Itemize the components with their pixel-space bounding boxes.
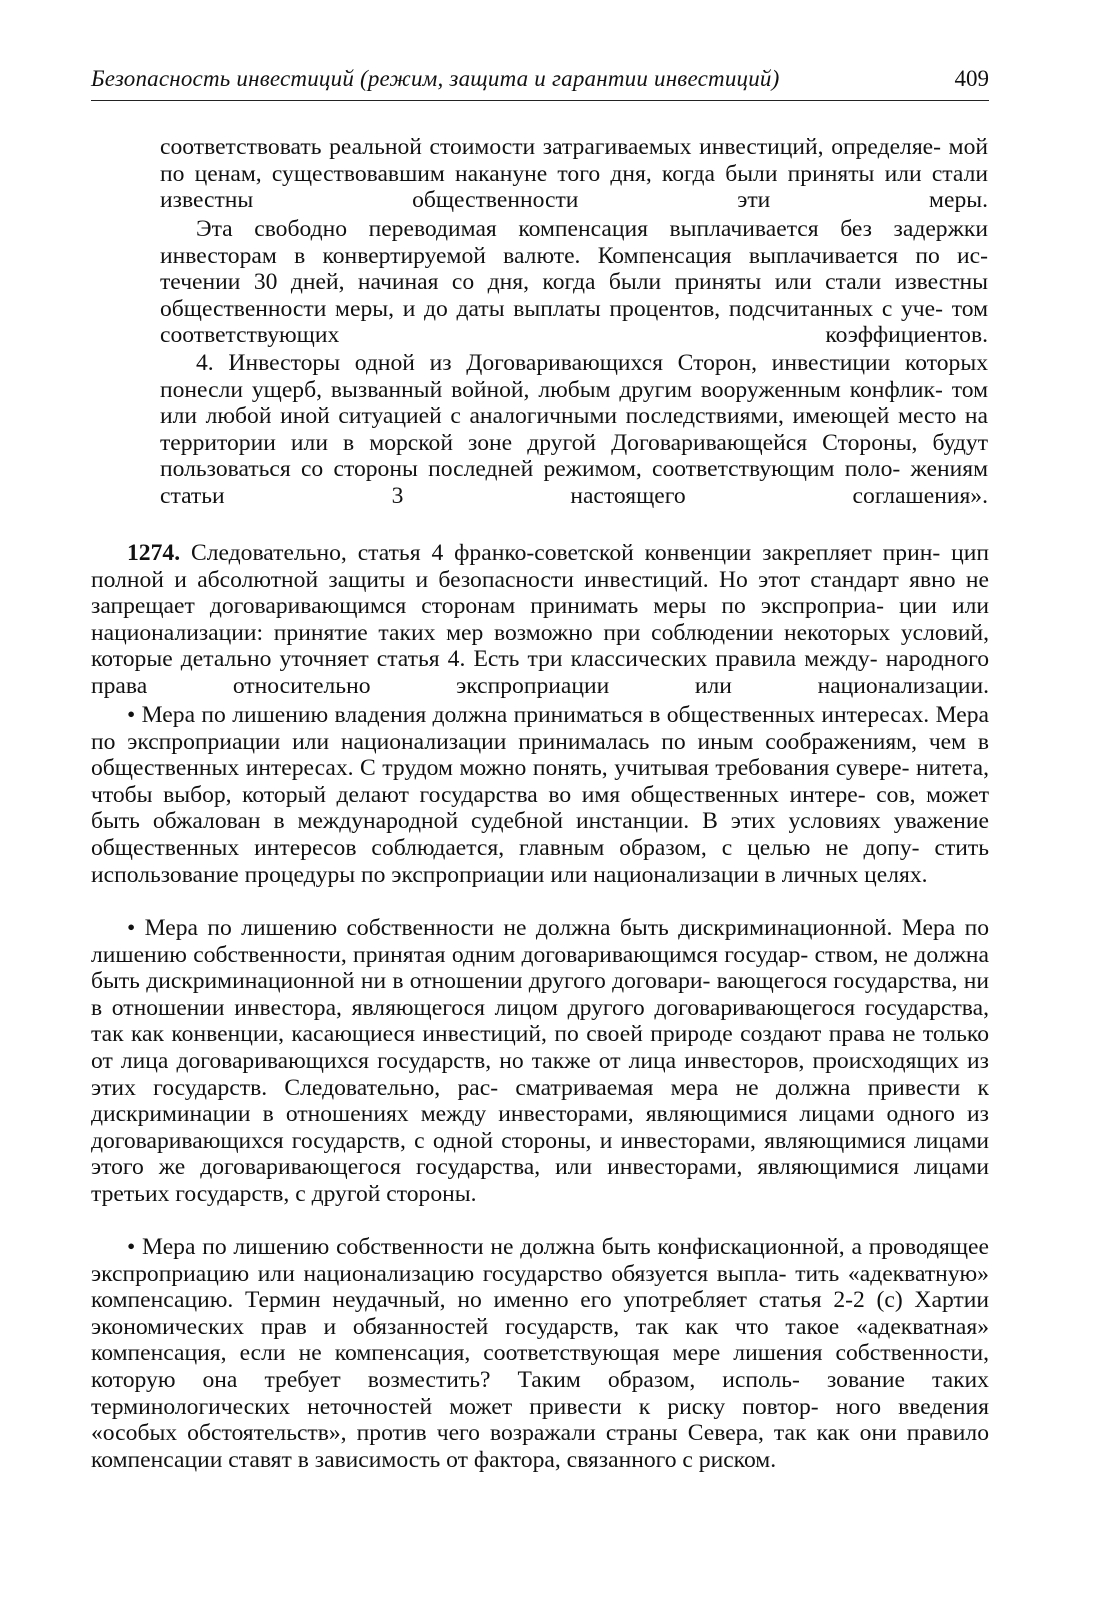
paragraph-number: 1274. xyxy=(127,540,181,566)
page-number: 409 xyxy=(954,66,989,91)
paragraph-1274: 1274. Следовательно, статья 4 франко-советской конвенции закрепляет прин- цип полной и абсолютной защиты и безопасности инвестиций. Но этот стандарт явно не запрещает договаривающимся сторонам принимать меры по экспроприа- ции или национализации: принятие таких мер возможно при соблюдении некоторых условий, которые детально уточняет статья 4. Есть три классических правила между- народного права относительно экспроприации или национализации. xyxy=(91,540,990,699)
bullet-public-interest: • Мера по лишению владения должна приниматься в общественных интересах. Мера по экспроприации или национализации принималась по иным соображениям, чем в общественных интересах. С трудом можно понять, учитывая требования сувере- нитета, чтобы выбор, который делают государства во имя общественных интере- сов, может быть обжалован в международной судебной инстанции. В этих условиях уважение общественных интересов соблюдается, главным образом, с целью не допу- стить использование процедуры по экспроприации или национализации в личных целях. xyxy=(91,702,990,888)
quote-paragraph-2: Эта свободно переводимая компенсация выплачивается без задержки инвесторам в конвертируемой валюте. Компенсация выплачивается по ис- течении 30 дней, начиная со дня, когда были приняты или стали известны общественности меры, и до даты выплаты процентов, подсчитанных с уче- том соответствующих коэффициентов. xyxy=(160,216,988,349)
page-header xyxy=(91,64,989,101)
quote-paragraph-3: 4. Инвесторы одной из Договаривающихся Сторон, инвестиции которых понесли ущерб, вызванный войной, любым другим вооруженным конфлик- том или любой иной ситуацией с аналогичными последствиями, имеющей место на территории или в морской зоне другой Договаривающейся Стороны, будут пользоваться со стороны последней режимом, соответствующим поло- жениям статьи 3 настоящего соглашения». xyxy=(160,350,989,509)
bullet-compensation: • Мера по лишению собственности не должна быть конфискационной, а проводящее экспроприацию или национализацию государство обязуется выпла- тить «адекватную» компенсацию. Термин неудачный, но именно его употребляет статья 2-2 (с) Хартии экономических прав и обязанностей государств, так как что такое «адекватная» компенсация, если не компенсация, соответствующая мере лишения собственности, которую она требует возместить? Таким образом, исполь- зование таких терминологических неточностей может привести к риску повтор- ного введения «особых обстоятельств», против чего возражали страны Севера, так как они правило компенсации ставят в зависимость от фактора, связанного с риском. xyxy=(91,1234,990,1473)
quote-paragraph-1: соответствовать реальной стоимости затрагиваемых инвестиций, определяе- мой по ценам, существовавшим накануне того дня, когда были приняты или стали известны общественности эти меры. xyxy=(160,134,988,214)
running-title: Безопасность инвестиций (режим, защита и гарантии инвестиций) xyxy=(91,66,780,91)
bullet-non-discrimination: • Мера по лишению собственности не должна быть дискриминационной. Мера по лишению собственности, принятая одним договаривающимся государ- ством, не должна быть дискриминационной ни в отношении другого договари- вающегося государства, ни в отношении инвестора, являющегося лицом другого договаривающегося государства, так как конвенции, касающиеся инвестиций, по своей природе создают права не только от лица договаривающихся государств, но также от лица инвесторов, происходящих из этих государств. Следовательно, рас- сматриваемая мера не должна привести к дискриминации в отношениях между инвесторами, являющимися лицами одного из договаривающихся государств, с одной стороны, и инвесторами, являющимися лицами этого же договаривающегося государства, или инвесторами, являющимися лицами третьих государств, с другой стороны. xyxy=(91,915,990,1207)
